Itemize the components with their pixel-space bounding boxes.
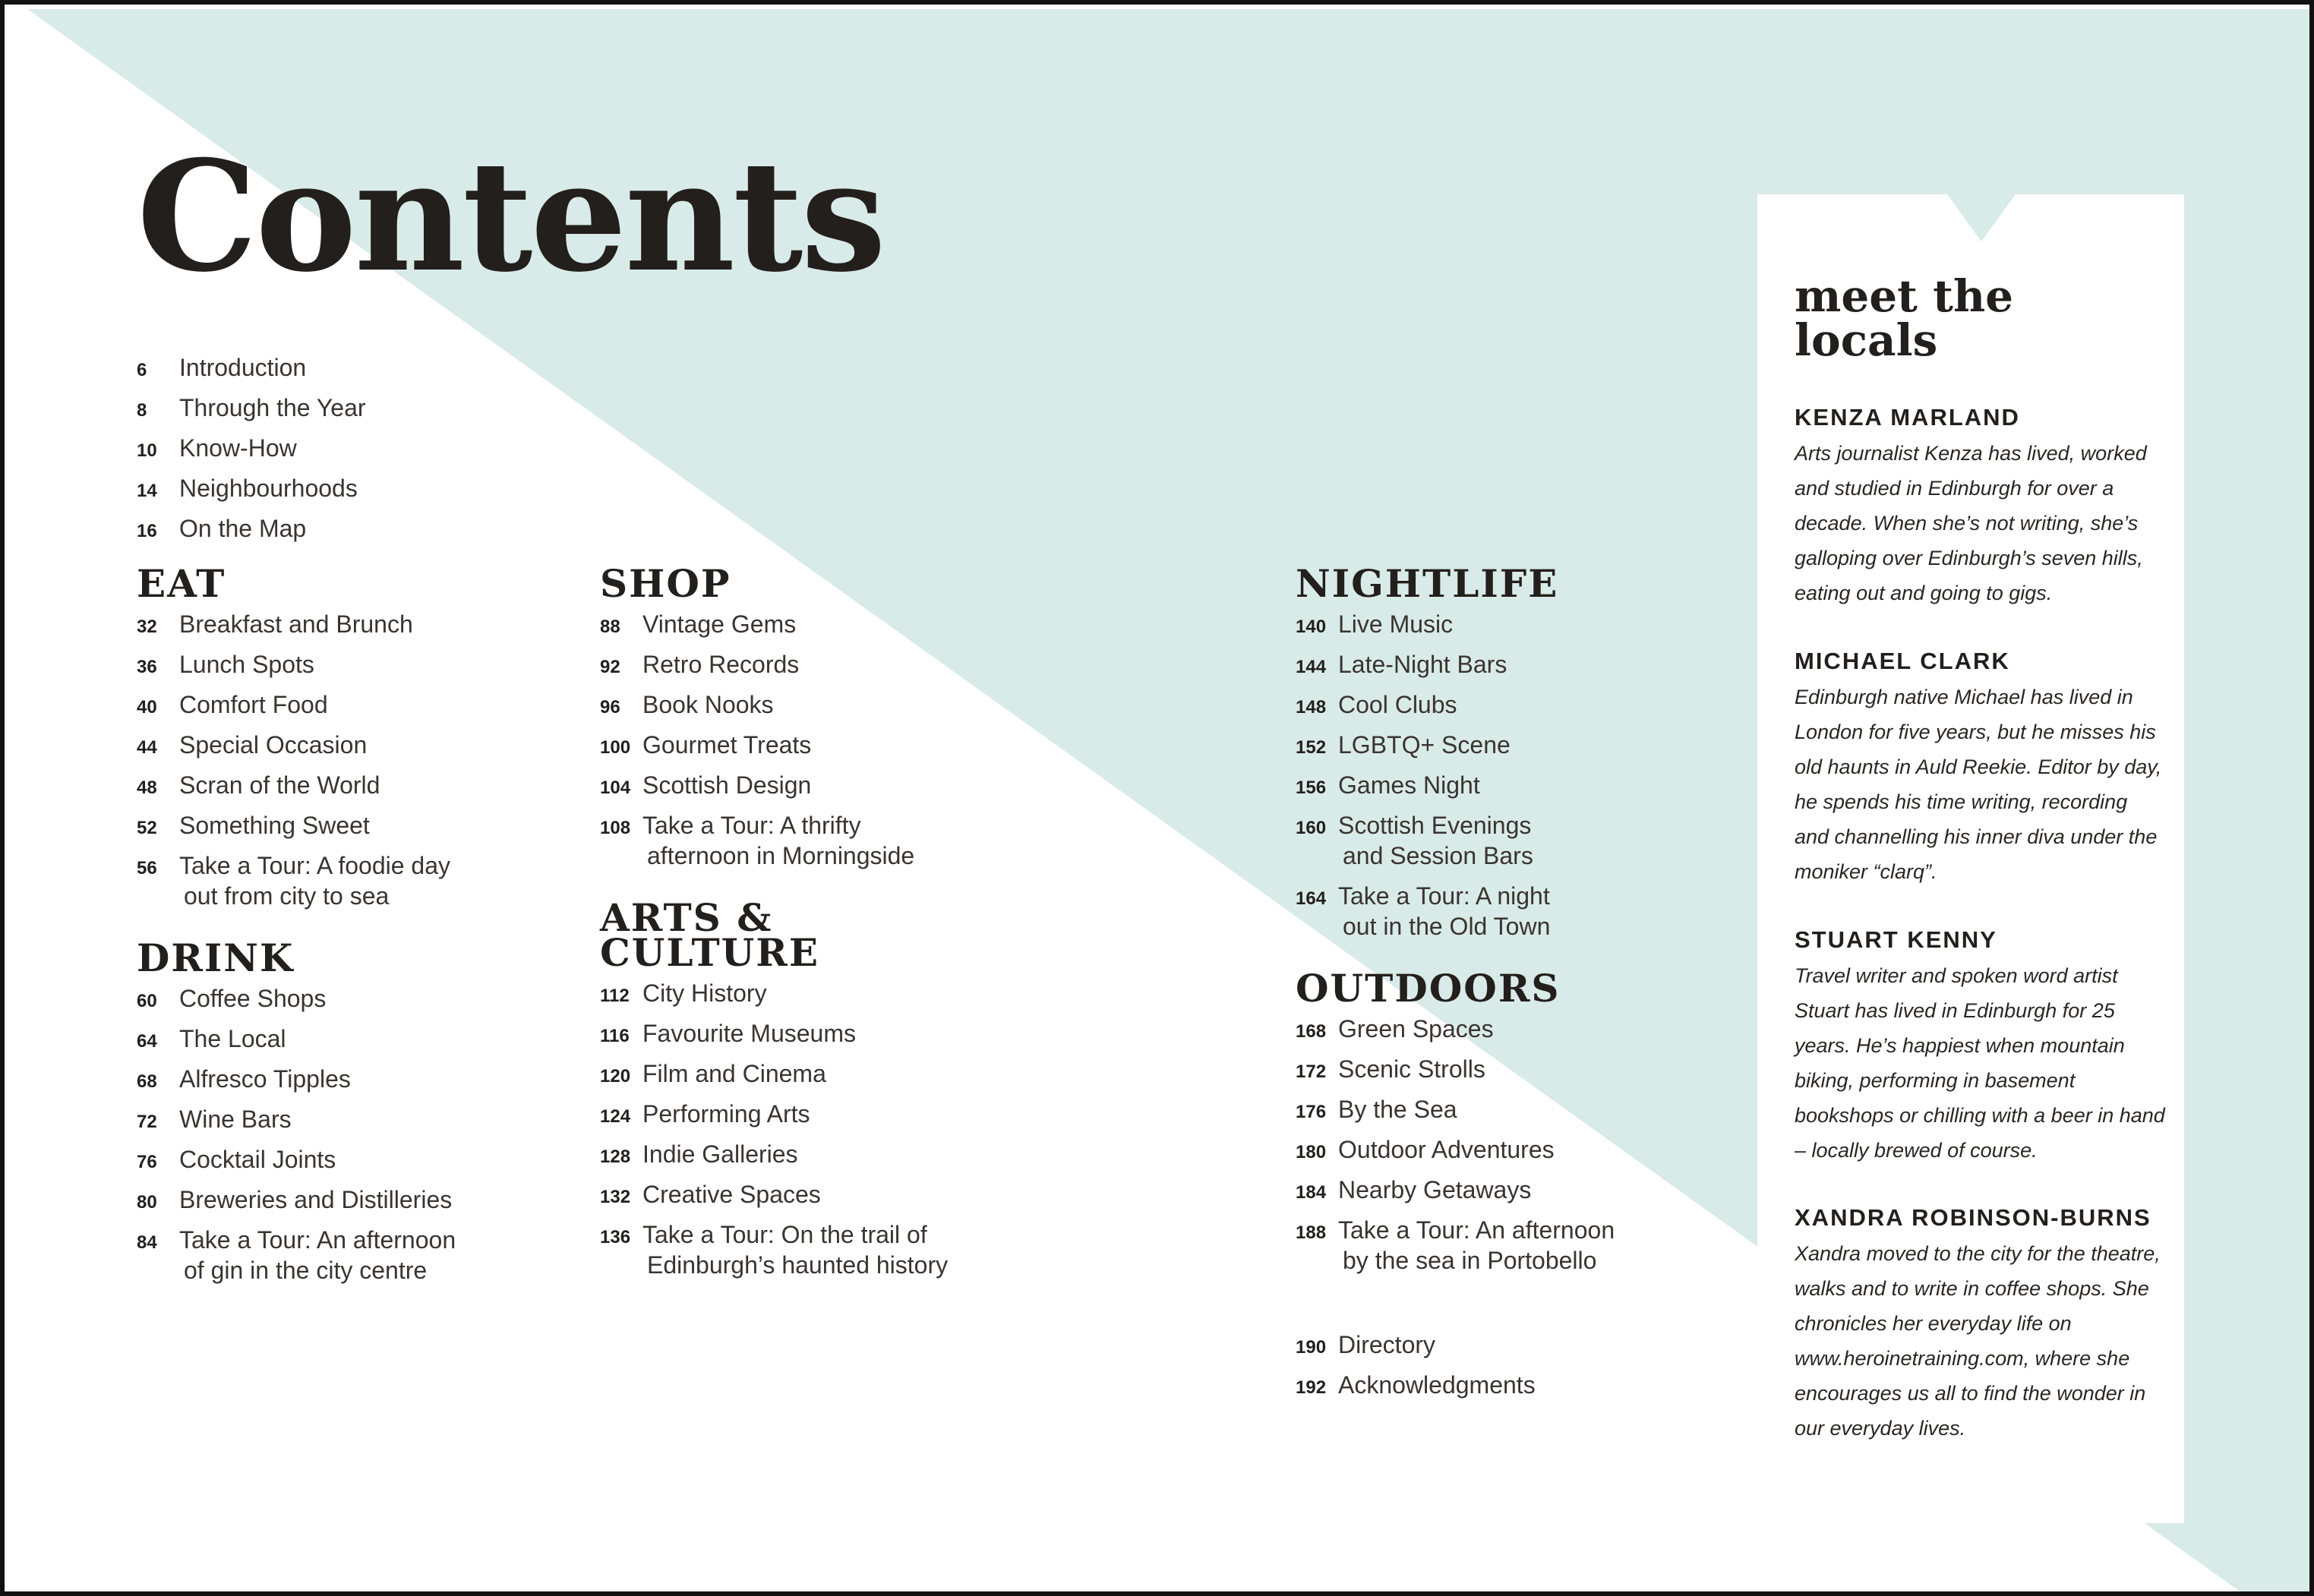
entry-label: Indie Galleries [642,1140,798,1168]
list-item[interactable] [600,1139,948,1169]
page-number: 44 [137,737,157,758]
page-number: 124 [600,1106,631,1127]
page-number: 56 [137,858,157,878]
local-profile [1795,646,2167,889]
entry-label: Cool Clubs [1338,691,1457,718]
entry-label: Breweries and Distilleries [179,1186,453,1213]
page-number: 184 [1296,1182,1327,1203]
entry-label: Gourmet Treats [642,731,812,759]
entry-label-line2: of gin in the city centre [184,1257,428,1284]
list-item[interactable] [137,1064,456,1094]
page-number: 64 [137,1031,157,1052]
entry-label: Introduction [179,354,307,381]
page-number: 192 [1296,1377,1327,1398]
entry-label-line2: out from city to sea [184,882,390,910]
page-number: 32 [137,617,157,637]
list-item[interactable] [1296,1014,1615,1044]
entry-label: LGBTQ+ Scene [1338,731,1511,759]
page-number: 100 [600,737,631,758]
list-item[interactable] [1296,730,1615,760]
list-item[interactable] [137,352,366,383]
list-item[interactable] [137,689,456,720]
entry-label-line1: Take a Tour: A night [1338,882,1550,910]
page-number: 48 [137,777,157,798]
heading-line2: CULTURE [600,930,819,975]
entry-label: Creative Spaces [642,1181,821,1208]
list-item[interactable] [600,689,948,720]
list-item[interactable] [1296,1134,1615,1165]
page-number: 176 [1296,1102,1327,1122]
entry-label-line2: afternoon in Morningside [647,842,915,869]
entry-label: Neighbourhoods [179,475,358,502]
entry-label-line1: Take a Tour: A foodie day [179,852,450,879]
entry-label: On the Map [179,515,307,542]
list-item[interactable] [1296,1054,1615,1084]
meet-the-locals-title [1795,270,2159,366]
page-number: 40 [137,697,157,718]
page-number: 160 [1296,818,1327,838]
local-profile [1795,402,2167,610]
entry-label: Know-How [179,434,297,462]
entry-label-line2: and Session Bars [1343,842,1533,869]
page-number: 68 [137,1071,157,1092]
entry-label: Lunch Spots [179,651,314,678]
entry-label: Scran of the World [179,771,380,799]
list-item[interactable] [137,649,456,680]
entry-label-line2: by the sea in Portobello [1343,1247,1597,1274]
page-number: 60 [137,991,157,1011]
list-item[interactable] [600,609,948,639]
entry-label: Favourite Museums [642,1020,856,1047]
entry-label: Film and Cinema [642,1060,826,1087]
page-number: 144 [1296,657,1327,677]
entry-label: The Local [179,1025,286,1052]
column-shop-arts [600,561,949,1290]
entry-label [1338,881,1550,942]
page-number: 80 [137,1192,157,1213]
entry-label: Through the Year [179,394,366,421]
page-number: 112 [600,986,630,1006]
list-item[interactable] [137,1144,456,1175]
list-item[interactable] [600,810,948,871]
entry-label: Live Music [1338,610,1454,638]
page-number: 16 [137,521,157,541]
section-heading-eat: EAT [137,561,226,606]
page-number: 128 [600,1147,631,1167]
section-heading-nightlife: NIGHTLIFE [1296,561,1559,606]
local-bio: Travel writer and spoken word artist Stuart has lived in Edinburgh for 25 years. He’s happiest when mountain biking, performing in basement bookshops or chilling with a beer in hand – locally brewed of course. [1795,964,2165,1162]
entry-label: Coffee Shops [179,985,327,1012]
page-number: 52 [137,818,157,838]
entry-label: Directory [1338,1331,1436,1358]
page-title: Contents [137,128,885,306]
heading-line1: ARTS & [600,895,773,940]
page-number: 10 [137,440,157,461]
entry-label: Performing Arts [642,1100,810,1128]
entry-label: Alfresco Tipples [179,1065,351,1093]
list-item[interactable] [137,1225,456,1285]
list-item[interactable] [600,1058,948,1089]
entry-label-line1: Take a Tour: An afternoon [1338,1216,1615,1244]
local-bio: Arts journalist Kenza has lived, worked and studied in Edinburgh for over a decade. When she’s not writing, she’s galloping over Edinburgh’s seven hills, eating out and going to gigs. [1795,442,2147,604]
page-number: 180 [1296,1142,1327,1162]
list-item[interactable] [600,978,948,1008]
page-number: 116 [600,1026,630,1046]
entry-label: Special Occasion [179,731,368,759]
entry-label [642,1219,948,1280]
local-name: MICHAEL CLARK [1795,648,2010,674]
entry-label: Book Nooks [642,691,774,718]
section-heading-drink: DRINK [137,935,295,980]
list-item[interactable] [1296,1175,1615,1205]
list-item[interactable] [600,1099,948,1129]
entry-label: Wine Bars [179,1106,292,1133]
list-item[interactable] [137,513,366,544]
section-heading-arts-culture [600,895,948,975]
entry-label: By the Sea [1338,1096,1457,1123]
intro-list [137,352,366,554]
entry-label: Breakfast and Brunch [179,610,413,638]
list-item[interactable] [1296,649,1615,680]
page-number: 152 [1296,737,1327,758]
list-item[interactable] [137,1184,456,1215]
local-name: STUART KENNY [1795,926,1997,953]
page-number: 36 [137,657,157,677]
entry-label [1338,810,1533,871]
entry-label: Retro Records [642,651,800,678]
entry-label: Cocktail Joints [179,1146,336,1173]
column-eat-drink [137,561,456,1295]
entry-label-line1: Take a Tour: On the trail of [642,1221,927,1248]
list-item[interactable] [600,1018,948,1049]
local-bio: Edinburgh native Michael has lived in London for five years, but he misses his old haunts in Auld Reekie. Editor by day, he spends his time writing, recording and channelling his inner diva under the moniker “clarq”. [1795,686,2162,883]
local-bio: Xandra moved to the city for the theatre, walks and to write in coffee shops. She chronicles her everyday life on www.heroinetraining.com, where she encourages us all to find the wonder in our everyday lives. [1795,1242,2161,1440]
entry-label-line2: out in the Old Town [1343,913,1551,940]
list-item[interactable] [137,1024,456,1054]
page-number: 96 [600,697,620,718]
page-number: 14 [137,481,157,501]
entry-label [179,850,450,911]
local-name: KENZA MARLAND [1795,404,2020,431]
list-item[interactable] [1296,1094,1615,1124]
page-number: 92 [600,657,620,677]
list-item[interactable] [137,730,456,760]
column-nightlife-outdoors [1296,561,1615,1410]
list-item[interactable] [1296,1370,1615,1400]
list-item[interactable] [137,770,456,800]
list-item[interactable] [1296,881,1615,942]
entry-label: Something Sweet [179,812,370,839]
local-profile [1795,925,2167,1168]
list-item[interactable] [137,609,456,639]
entry-label: Nearby Getaways [1338,1176,1532,1203]
page-number: 190 [1296,1337,1327,1358]
list-item[interactable] [600,730,948,760]
bookmark-notch [1947,194,2016,241]
local-profile [1795,1203,2167,1446]
list-item[interactable] [600,1219,948,1280]
page-number: 156 [1296,777,1327,798]
list-item[interactable] [600,649,948,680]
page-number: 164 [1296,888,1327,909]
entry-label: Acknowledgments [1338,1371,1536,1399]
page-number: 84 [137,1232,157,1253]
page-number: 88 [600,617,620,637]
list-item[interactable] [1296,1329,1615,1360]
page-number: 8 [137,400,147,421]
page-number: 72 [137,1112,157,1132]
page-number: 188 [1296,1222,1327,1243]
list-item[interactable] [1296,770,1615,800]
page-number: 140 [1296,617,1327,637]
list-item[interactable] [137,850,456,911]
list-item[interactable] [600,770,948,800]
entry-label: City History [642,979,767,1007]
list-item[interactable] [600,1179,948,1210]
entry-label-line1: Take a Tour: An afternoon [179,1226,456,1254]
title-line1: meet the [1795,270,2014,322]
page-number: 76 [137,1152,157,1172]
entry-label: Green Spaces [1338,1015,1494,1042]
page-number: 148 [1296,697,1327,718]
entry-label: Scenic Strolls [1338,1055,1485,1083]
local-name: XANDRA ROBINSON-BURNS [1795,1204,2151,1231]
list-item[interactable] [137,810,456,841]
list-item[interactable] [1296,1215,1615,1276]
entry-label [642,810,914,871]
entry-label-line2: Edinburgh’s haunted history [647,1251,949,1279]
list-item[interactable] [137,983,456,1014]
list-item[interactable] [137,433,366,463]
entry-label: Comfort Food [179,691,328,718]
page-number: 132 [600,1187,631,1207]
list-item[interactable] [137,393,366,423]
list-item[interactable] [1296,810,1615,871]
entry-label: Late-Night Bars [1338,651,1507,678]
entry-label: Games Night [1338,771,1480,799]
entry-label [179,1225,456,1285]
page-number: 168 [1296,1021,1327,1042]
entry-label [1338,1215,1615,1276]
list-item[interactable] [137,1104,456,1134]
title-line2: locals [1795,314,1938,366]
page-number: 136 [600,1227,631,1247]
section-heading-outdoors: OUTDOORS [1296,966,1561,1011]
page-number: 108 [600,818,631,838]
page-number: 6 [137,360,147,380]
page-number: 120 [600,1066,631,1087]
page-number: 104 [600,777,631,798]
entry-label: Vintage Gems [642,610,797,638]
entry-label: Outdoor Adventures [1338,1136,1555,1163]
entry-label-line1: Take a Tour: A thrifty [642,812,861,839]
entry-label: Scottish Design [642,771,812,799]
list-item[interactable] [1296,689,1615,720]
section-heading-shop: SHOP [600,561,731,606]
list-item[interactable] [1296,609,1615,639]
entry-label-line1: Scottish Evenings [1338,812,1532,839]
list-item[interactable] [137,473,366,503]
page-number: 172 [1296,1061,1327,1082]
